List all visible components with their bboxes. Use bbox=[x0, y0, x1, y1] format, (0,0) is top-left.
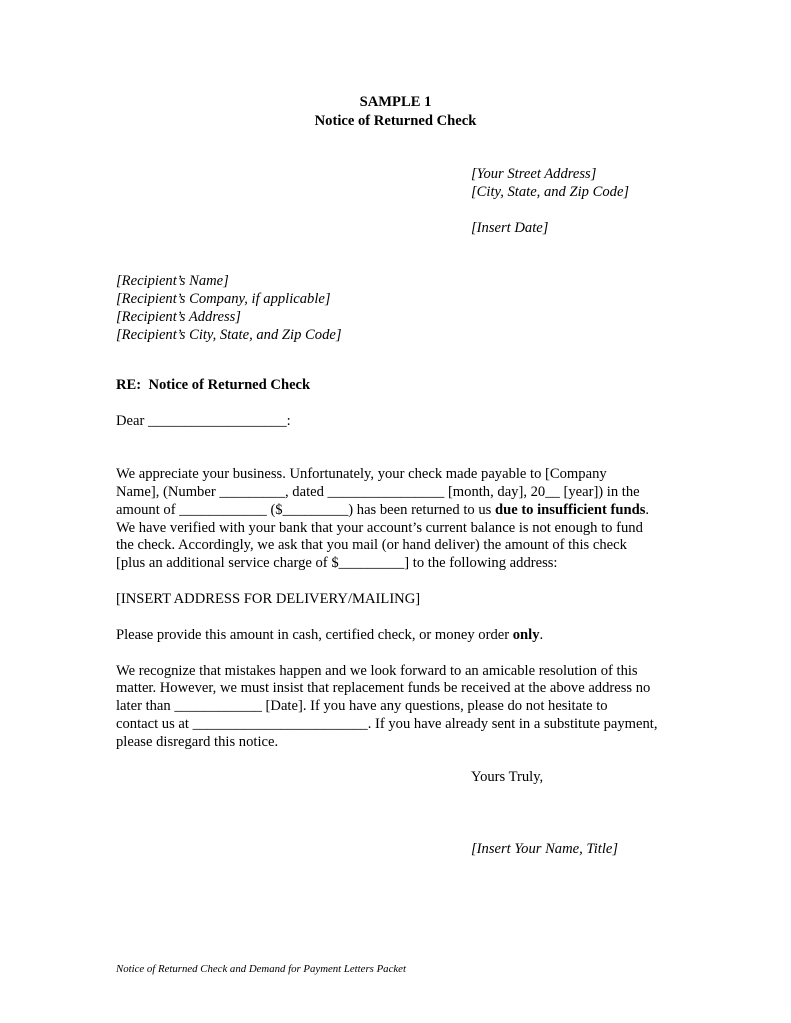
paragraph1-line4: We have verified with your bank that your account’s current balance is not enough to fund bbox=[116, 520, 643, 536]
signature-placeholder: [Insert Your Name, Title] bbox=[471, 841, 619, 857]
sender-date: [Insert Date] bbox=[471, 220, 549, 236]
recipient-name: [Recipient’s Name] bbox=[116, 273, 229, 289]
re-label: RE: bbox=[116, 377, 142, 393]
recipient-company: [Recipient’s Company, if applicable] bbox=[116, 291, 331, 307]
paragraph1-line5: the check. Accordingly, we ask that you mail (or hand deliver) the amount of this check bbox=[116, 537, 627, 553]
paragraph3-line1: We recognize that mistakes happen and we look forward to an amicable resolution of this bbox=[116, 663, 638, 679]
paragraph1-line3-text: amount of ____________ ($_________) has been returned to us bbox=[116, 502, 495, 518]
paragraph1-line6: [plus an additional service charge of $_________] to the following address: bbox=[116, 555, 558, 571]
paragraph3-line4: contact us at ________________________. If you have already sent in a substitute payment, bbox=[116, 716, 658, 732]
recipient-city-state-zip: [Recipient’s City, State, and Zip Code] bbox=[116, 327, 342, 343]
salutation: Dear ___________________: bbox=[116, 413, 291, 429]
document-title: Notice of Returned Check bbox=[314, 113, 477, 129]
sample-label: SAMPLE 1 bbox=[359, 94, 432, 110]
closing: Yours Truly, bbox=[471, 769, 544, 785]
recipient-address: [Recipient’s Address] bbox=[116, 309, 241, 325]
paragraph2-end: . bbox=[539, 627, 544, 643]
insufficient-funds-emphasis: due to insufficient funds bbox=[494, 502, 646, 518]
re-subject: Notice of Returned Check bbox=[148, 377, 311, 393]
page-footer: Notice of Returned Check and Demand for Payment Letters Packet bbox=[116, 963, 406, 975]
paragraph1-line3 bbox=[116, 501, 649, 519]
paragraph1-line3-end: . bbox=[645, 502, 650, 518]
re-line bbox=[116, 376, 310, 394]
paragraph2 bbox=[116, 626, 543, 644]
sender-city-state-zip: [City, State, and Zip Code] bbox=[471, 184, 630, 200]
delivery-address: [INSERT ADDRESS FOR DELIVERY/MAILING] bbox=[116, 591, 421, 607]
paragraph1-line2: Name], (Number _________, dated ________________ [month, day], 20__ [year]) in the bbox=[116, 484, 640, 500]
paragraph3-line2: matter. However, we must insist that replacement funds be received at the above address no bbox=[116, 680, 651, 696]
paragraph3-line3: later than ____________ [Date]. If you have any questions, please do not hesitate to bbox=[116, 698, 608, 714]
only-emphasis: only bbox=[512, 627, 540, 643]
paragraph1-line1: We appreciate your business. Unfortunately, your check made payable to [Company bbox=[116, 466, 607, 482]
paragraph2-text: Please provide this amount in cash, certified check, or money order bbox=[116, 627, 513, 643]
paragraph3-line5: please disregard this notice. bbox=[116, 734, 279, 750]
sender-street: [Your Street Address] bbox=[471, 166, 597, 182]
